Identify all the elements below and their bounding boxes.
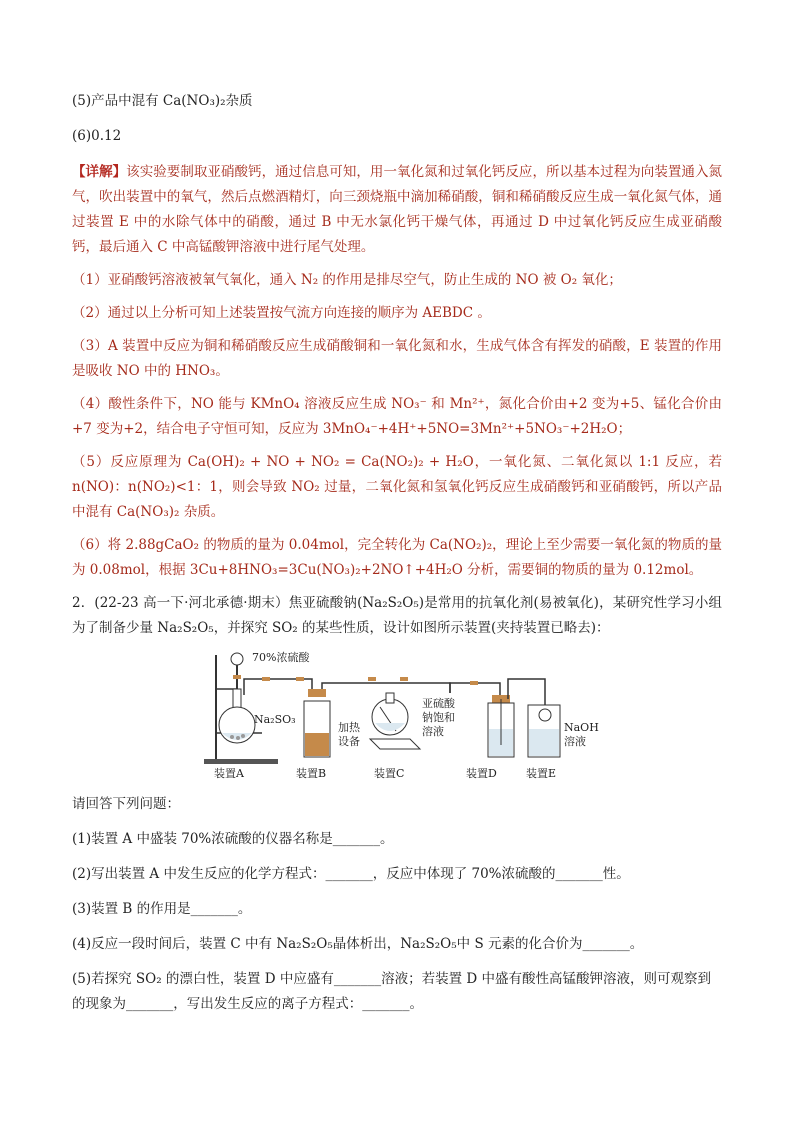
question-3: (3)装置 B 的作用是_______。 <box>72 901 252 917</box>
question-4: (4)反应一段时间后，装置 C 中有 Na₂S₂O₅晶体析出，Na₂S₂O₅中 S 元素的化合价为_______。 <box>72 936 644 952</box>
explanation-intro-text: 该实验要制取亚硝酸钙，通过信息可知，用一氧化氮和过氧化钙反应，所以基本过程为向装置通入氮气，吹出装置中的氧气，然后点燃酒精灯，向三颈烧瓶中滴加稀硝酸，铜和稀硝酸反应生成一氧化氮气体，通过装置 E 中的水除气体中的硝酸，通过 B 中无水氯化钙干燥气体，再通过 D 中过氧化钙反应生成亚硝酸钙，最后通入 C 中高锰酸钾溶液中进行尾气处理。 <box>72 164 723 255</box>
label-naoh-2: 溶液 <box>564 735 586 748</box>
label-heat-1: 加热 <box>338 721 360 734</box>
explanation-3: （3）A 装置中反应为铜和稀硝酸反应生成硝酸铜和一氧化氮和水，生成气体含有挥发的硝酸，E 装置的作用是吸收 NO 中的 HNO₃。 <box>72 338 722 379</box>
label-solution-2: 钠饱和 <box>422 711 455 724</box>
apparatus-figure <box>72 649 722 784</box>
label-naoh-1: NaOH <box>564 721 599 734</box>
label-solution-3: 溶液 <box>422 725 444 738</box>
label-solution-1: 亚硫酸 <box>422 697 455 710</box>
explanation-6: （6）将 2.88gCaO₂ 的物质的量为 0.04mol，完全转化为 Ca(NO₂)₂，理论上至少需要一氧化氮的物质的量为 0.08mol，根据 3Cu+8HNO₃=3Cu(NO₃)₂+2NO↑+4H₂O 分析，需要铜的物质的量为 0.12mol。 <box>72 537 722 578</box>
explanation-intro <box>72 160 722 260</box>
answer-5: (5)产品中混有 Ca(NO₃)₂杂质 <box>72 93 253 109</box>
label-na2so3: Na₂SO₃ <box>254 713 296 726</box>
label-device-b: 装置B <box>296 767 327 780</box>
page-content <box>72 92 722 1027</box>
label-device-d: 装置D <box>466 767 497 780</box>
question-5: (5)若探究 SO₂ 的漂白性，装置 D 中应盛有_______溶液；若装置 D 中盛有酸性高锰酸钾溶液，则可观察到的现象为_______，写出发生反应的离子方程式：_______。 <box>72 971 711 1012</box>
explanation-tag: 【详解】 <box>72 164 127 180</box>
label-heat-2: 设备 <box>338 735 360 748</box>
explanation-1: （1）亚硝酸钙溶液被氧气氧化，通入 N₂ 的作用是排尽空气，防止生成的 NO 被 O₂ 氧化； <box>72 272 622 288</box>
question-2: (2)写出装置 A 中发生反应的化学方程式：_______，反应中体现了 70%浓硫酸的_______性。 <box>72 866 630 882</box>
label-acid: 70%浓硫酸 <box>252 651 310 664</box>
question-stem: 2．(22-23 高一下·河北承德·期末）焦亚硫酸钠(Na₂S₂O₅)是常用的抗氧化剂(易被氧化)，某研究性学习小组为了制备少量 Na₂S₂O₅，并探究 SO₂ 的某些性质，设计如图所示装置(夹持装置已略去)： <box>72 595 722 636</box>
label-device-e: 装置E <box>526 767 557 780</box>
apparatus-diagram <box>200 649 600 784</box>
question-1: (1)装置 A 中盛装 70%浓硫酸的仪器名称是_______。 <box>72 831 394 847</box>
explanation-2: （2）通过以上分析可知上述装置按气流方向连接的顺序为 AEBDC 。 <box>72 305 491 321</box>
label-device-a: 装置A <box>214 767 244 780</box>
label-device-c: 装置C <box>374 767 405 780</box>
explanation-5: （5）反应原理为 Ca(OH)₂ + NO + NO₂ = Ca(NO₂)₂ + H₂O，一氧化氮、二氧化氮以 1:1 反应，若 n(NO)：n(NO₂)<1：1，则会导致 NO₂ 过量，二氧化氮和氢氧化钙反应生成硝酸钙和亚硝酸钙，所以产品中混有 Ca(NO₃)₂ 杂质。 <box>72 454 722 520</box>
answer-6: (6)0.12 <box>72 128 122 144</box>
explanation-4: （4）酸性条件下，NO 能与 KMnO₄ 溶液反应生成 NO₃⁻ 和 Mn²⁺，氮化合价由+2 变为+5、锰化合价由+7 变为+2，结合电子守恒可知，反应为 3MnO₄⁻+4H⁺+5NO=3Mn²⁺+5NO₃⁻+2H₂O； <box>72 396 722 437</box>
question-prompt: 请回答下列问题： <box>72 796 180 812</box>
